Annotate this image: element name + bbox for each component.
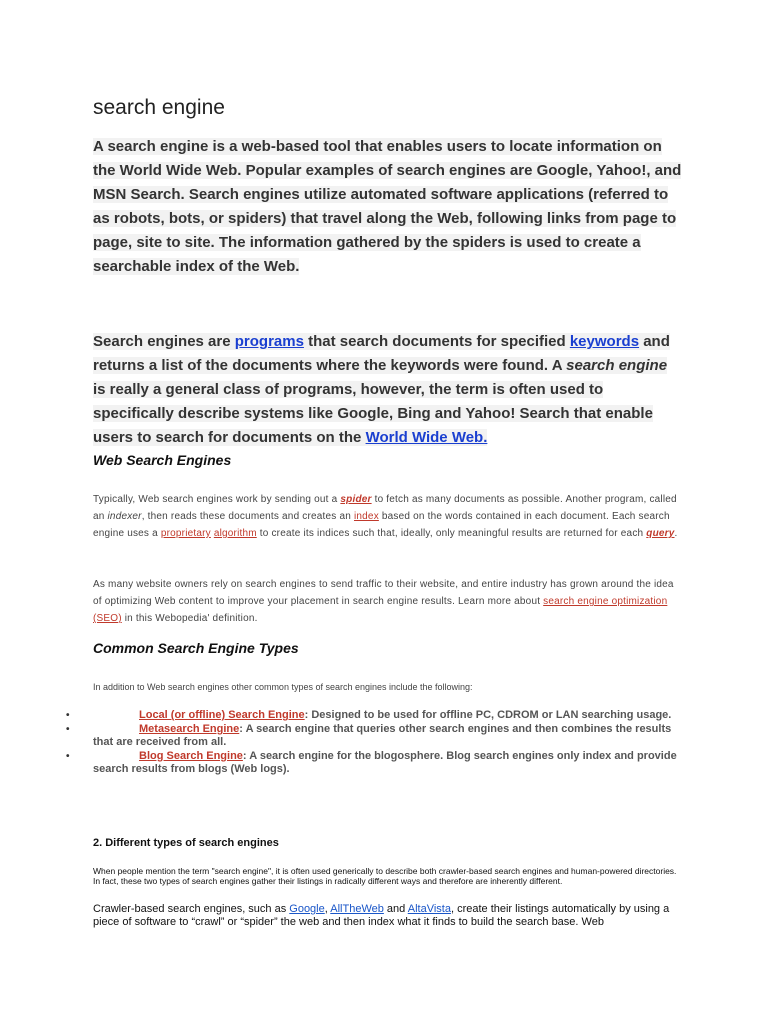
alltheweb-link[interactable]: AllTheWeb [330,903,384,915]
common-types-heading: Common Search Engine Types [93,640,299,656]
seo-link[interactable]: search engine optimization (SEO) [93,596,668,624]
text-segment: Typically, Web search engines work by sending out a [93,494,341,505]
list-item [66,750,686,776]
intro-paragraph [93,135,683,279]
index-link[interactable]: index [353,511,379,522]
intro-text: A search engine is a web-based tool that enables users to locate information on the World Wide Web. Popular examples of search engines are Google, Yahoo!, and MSN Search. Search engines utilize automated software applications (referred to as robots, bots, or spiders) that travel along the Web, following links from page to page, site to site. The information gathered by the spiders is used to create a searchable index of the Web. [93,138,682,275]
text-segment: that search documents for specified [303,333,570,350]
altavista-link[interactable]: AltaVista [407,903,451,915]
text-segment: Crawler-based search engines, such as [93,903,290,915]
page-title: search engine [93,96,225,119]
text-segment: to create its indices such that, ideally, only meaningful results are returned for each [256,528,647,539]
world-wide-web-link[interactable]: World Wide Web. [365,429,488,446]
text-segment: , then reads these documents and creates an [141,511,354,522]
text-segment: and [383,903,408,915]
web-search-engines-heading: Web Search Engines [93,452,232,468]
proprietary-link[interactable]: proprietary [160,528,211,539]
list-item [66,709,686,722]
different-types-heading: 2. Different types of search engines [93,837,279,849]
bullet-icon: • [66,710,70,721]
list-item [66,723,686,749]
programs-link[interactable]: programs [234,333,304,350]
text-segment: is really a general class of programs, however, the term is often used to specifically describe systems like Google, Bing and Yahoo! Search that enable users to search for documents on the [93,381,653,446]
text-segment: As many website owners rely on search engines to send traffic to their website, and entire industry has grown around the idea of optimizing Web content to improve your placement in search engine results. Learn more about [93,579,674,607]
text-segment: in this Webopedia' definition. [121,613,258,624]
list-item-desc: : Designed to be used for offline PC, CDROM or LAN searching usage. [304,709,672,721]
blog-search-engine-link[interactable]: Blog Search Engine [139,750,243,762]
typically-paragraph [93,491,683,542]
keywords-link[interactable]: keywords [569,333,640,350]
text-segment: Search engines are [93,333,235,350]
bullet-icon: • [66,724,70,735]
indexer-emphasis: indexer [107,511,142,522]
seo-paragraph [93,576,683,627]
spider-link[interactable]: spider [340,494,372,505]
types-intro-paragraph: In addition to Web search engines other common types of search engines include the following: [93,682,473,692]
list-item-desc: : A search engine that queries other search engines and then combines the results that are received from all. [93,723,672,748]
term-paragraph: When people mention the term "search engine", it is often used generically to describe both crawler-based search engines and human-powered directories. In fact, these two types of search engines gather their listings in radically different ways and therefore are inherently different. [93,866,677,886]
text-segment: based on the words contained in each document. Each search engine uses a [93,511,670,539]
text-segment: . [674,528,678,539]
text-segment: and returns a list of the documents where the keywords were found. A [93,333,670,374]
engine-types-list [66,709,686,777]
bullet-icon: • [66,751,70,762]
text-segment: to fetch as many documents as possible. Another program, called an [93,494,677,522]
local-search-engine-link[interactable]: Local (or offline) Search Engine [139,709,305,721]
text-segment: , [324,903,331,915]
list-item-desc: : A search engine for the blogosphere. Blog search engines only index and provide search results from blogs (Web logs). [93,750,677,775]
query-link[interactable]: query [646,528,675,539]
algorithm-link[interactable]: algorithm [213,528,257,539]
search-engine-emphasis: search engine [566,357,668,374]
text-segment: , create their listings automatically by using a piece of software to “crawl” or “spider” the web and then index what it finds to build the search base. Web [93,903,670,928]
crawler-paragraph [93,903,683,929]
programs-paragraph [93,330,683,450]
google-link[interactable]: Google [289,903,325,915]
metasearch-engine-link[interactable]: Metasearch Engine [139,723,240,735]
